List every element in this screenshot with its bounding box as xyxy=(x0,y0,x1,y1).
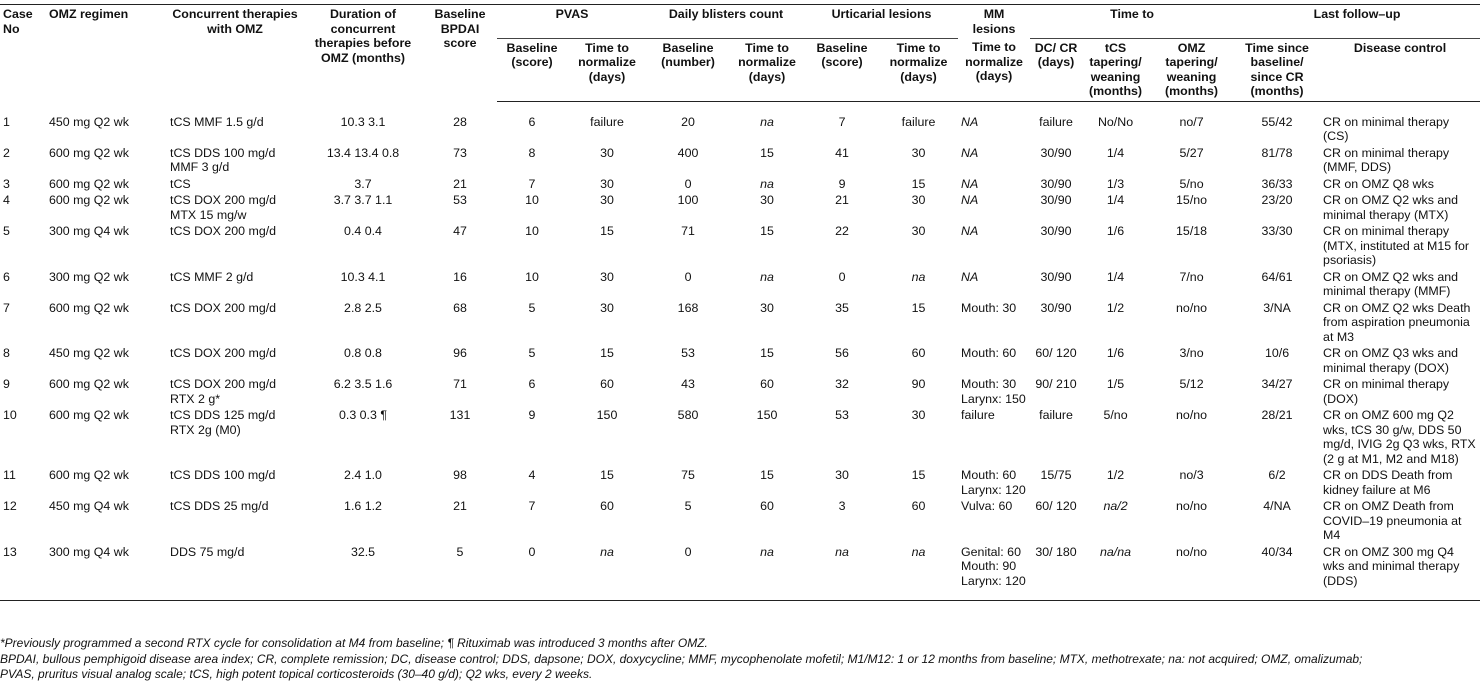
cell-time-since-baseline: 10/6 xyxy=(1264,346,1290,360)
cell-pvas-baseline: 8 xyxy=(528,145,536,160)
cell-dc-cr: 30/90 xyxy=(1040,300,1072,315)
cell-urticarial-baseline: 35 xyxy=(835,300,849,315)
cell-omz-tapering: no/7 xyxy=(1179,114,1204,129)
cell-mm-lesions: NA xyxy=(961,176,979,191)
cell-disease-control: CR on OMZ Q8 wks xyxy=(1323,176,1434,191)
cell-blisters-baseline: 71 xyxy=(681,224,695,238)
cell-disease-control: CR on DDS Death from kidney failure at M6 xyxy=(1323,468,1453,497)
cell-time-since-baseline: 6/2 xyxy=(1268,468,1286,482)
table-row xyxy=(0,269,1480,300)
cell-duration: 13.4 13.4 0.8 xyxy=(326,145,400,160)
cell-tcs-tapering: 1/5 xyxy=(1106,377,1125,391)
cell-pvas-normalize: 30 xyxy=(600,145,614,160)
cell-blisters-normalize: na xyxy=(760,269,774,284)
cell-concurrent-therapies: tCS DOX 200 mg/d MTX 15 mg/w xyxy=(170,193,277,222)
case-series-table xyxy=(0,4,1480,601)
cell-blisters-normalize: 150 xyxy=(756,408,778,422)
cell-concurrent-therapies: tCS DDS 25 mg/d xyxy=(170,499,269,513)
cell-pvas-normalize: 30 xyxy=(600,300,614,315)
cell-time-since-baseline: 64/61 xyxy=(1261,269,1293,284)
table-row xyxy=(0,114,1480,145)
cell-blisters-normalize: na xyxy=(729,544,805,601)
cell-omz-tapering: 5/27 xyxy=(1179,145,1204,160)
group-last-follow-up: Last follow–up xyxy=(1234,5,1480,39)
cell-pvas-normalize: 30 xyxy=(600,193,614,207)
cell-tcs-tapering: 1/4 xyxy=(1106,193,1125,207)
table-footnotes xyxy=(0,636,1460,683)
cell-concurrent-therapies: tCS MMF 2 g/d xyxy=(170,269,254,284)
footnote-abbreviations-continued: PVAS, pruritus visual analog scale; tCS, high potent topical corticosteroids (30–40 g/d); Q2 wks, every 2 weeks. xyxy=(0,667,593,681)
cell-case-no: 2 xyxy=(3,145,10,160)
cell-mm-lesions: NA xyxy=(961,224,979,238)
table-row xyxy=(0,223,1480,269)
cell-omz-tapering: no/no xyxy=(1176,499,1208,513)
cell-pvas-normalize: 30 xyxy=(600,269,614,284)
cell-tcs-tapering: 1/3 xyxy=(1106,176,1125,191)
cell-disease-control: CR on OMZ Q3 wks and minimal therapy (DOX) xyxy=(1323,346,1459,375)
cell-tcs-tapering: 1/2 xyxy=(1106,468,1125,482)
cell-concurrent-therapies: tCS MMF 1.5 g/d xyxy=(170,114,264,129)
col-urticarial-normalize: Time to normalize (days) xyxy=(879,38,958,101)
cell-time-since-baseline: 55/42 xyxy=(1261,114,1293,129)
cell-concurrent-therapies: tCS DDS 125 mg/d RTX 2g (M0) xyxy=(170,408,276,437)
col-disease-control: Disease control xyxy=(1320,38,1480,101)
cell-blisters-baseline: 100 xyxy=(677,193,699,207)
table-body xyxy=(0,101,1480,601)
cell-concurrent-therapies: tCS xyxy=(170,176,191,191)
cell-blisters-normalize: na xyxy=(760,176,774,191)
cell-pvas-baseline: 7 xyxy=(528,176,536,191)
cell-blisters-normalize: 15 xyxy=(760,468,774,482)
table-row xyxy=(0,176,1480,193)
group-time-to: Time to xyxy=(1030,5,1234,39)
cell-pvas-baseline: 10 xyxy=(525,269,539,284)
cell-concurrent-therapies: tCS DDS 100 mg/d MMF 3 g/d xyxy=(170,145,276,174)
table-header xyxy=(0,5,1480,102)
cell-pvas-normalize: 150 xyxy=(596,408,618,422)
cell-urticarial-normalize: 60 xyxy=(911,346,926,360)
cell-omz-regimen: 600 mg Q2 wk xyxy=(49,468,129,482)
table-row xyxy=(0,145,1480,176)
cell-mm-lesions: NA xyxy=(961,114,979,129)
cell-dc-cr: failure xyxy=(1039,114,1073,129)
table-row xyxy=(0,345,1480,376)
cell-case-no: 9 xyxy=(3,377,10,391)
cell-omz-regimen: 600 mg Q2 wk xyxy=(49,176,129,191)
cell-blisters-normalize: 15 xyxy=(760,346,774,360)
cell-duration: 10.3 3.1 xyxy=(340,114,386,129)
cell-duration: 32.5 xyxy=(303,544,423,601)
cell-concurrent-therapies: DDS 75 mg/d xyxy=(167,544,303,601)
cell-urticarial-baseline: 56 xyxy=(835,346,849,360)
cell-pvas-baseline: 4 xyxy=(528,468,536,482)
cell-time-since-baseline: 34/27 xyxy=(1261,377,1293,391)
cell-pvas-baseline: 6 xyxy=(528,114,536,129)
col-mm-normalize: Time to normalize (days) xyxy=(958,38,1030,101)
cell-omz-regimen: 600 mg Q2 wk xyxy=(49,377,129,391)
cell-time-since-baseline: 28/21 xyxy=(1261,408,1293,422)
cell-time-since-baseline: 33/30 xyxy=(1261,224,1293,238)
cell-blisters-baseline: 20 xyxy=(681,114,695,129)
cell-pvas-normalize: 15 xyxy=(600,346,614,360)
col-blisters-baseline: Baseline (number) xyxy=(647,38,729,101)
cell-blisters-normalize: 15 xyxy=(760,224,774,238)
cell-mm-lesions: Mouth: 60 xyxy=(961,346,1017,360)
cell-disease-control: CR on OMZ 300 mg Q4 wks and minimal therapy (DDS) xyxy=(1320,544,1480,601)
cell-blisters-baseline: 5 xyxy=(684,499,692,513)
cell-blisters-baseline: 580 xyxy=(677,408,699,422)
cell-urticarial-baseline: 3 xyxy=(838,499,846,513)
cell-blisters-baseline: 0 xyxy=(647,544,729,601)
cell-dc-cr: 60/ 120 xyxy=(1035,499,1077,513)
cell-urticarial-normalize: 15 xyxy=(911,176,926,191)
cell-tcs-tapering: na/2 xyxy=(1103,499,1128,513)
cell-blisters-baseline: 43 xyxy=(681,377,695,391)
col-omz-tapering: OMZ tapering/ weaning (months) xyxy=(1149,38,1234,101)
cell-omz-tapering: 15/18 xyxy=(1176,224,1208,238)
cell-baseline-bpdai: 131 xyxy=(449,408,471,422)
cell-duration: 0.3 0.3 ¶ xyxy=(339,408,387,422)
cell-omz-regimen: 300 mg Q4 wk xyxy=(46,544,167,601)
cell-omz-regimen: 600 mg Q2 wk xyxy=(49,300,129,315)
cell-omz-tapering: 7/no xyxy=(1179,269,1204,284)
cell-dc-cr: 30/90 xyxy=(1040,193,1072,207)
cell-urticarial-baseline: 7 xyxy=(838,114,846,129)
table-row xyxy=(0,407,1480,467)
cell-time-since-baseline: 23/20 xyxy=(1261,193,1293,207)
table-row xyxy=(0,498,1480,544)
cell-disease-control: CR on OMZ Death from COVID–19 pneumonia at M4 xyxy=(1323,499,1462,542)
cell-omz-regimen: 450 mg Q4 wk xyxy=(49,499,129,513)
cell-urticarial-baseline: 22 xyxy=(835,224,849,238)
table-row xyxy=(0,544,1480,601)
cell-pvas-normalize: 60 xyxy=(600,377,614,391)
cell-pvas-normalize: 30 xyxy=(600,176,614,191)
cell-duration: 3.7 3.7 1.1 xyxy=(333,193,393,207)
cell-tcs-tapering: 1/4 xyxy=(1106,269,1125,284)
cell-urticarial-baseline: 30 xyxy=(835,468,849,482)
cell-urticarial-normalize: 15 xyxy=(911,468,926,482)
cell-omz-regimen: 600 mg Q2 wk xyxy=(49,193,129,207)
cell-pvas-normalize: failure xyxy=(590,114,624,129)
cell-time-since-baseline: 81/78 xyxy=(1261,145,1293,160)
cell-dc-cr: 30/90 xyxy=(1040,269,1072,284)
cell-blisters-baseline: 400 xyxy=(677,145,699,160)
cell-duration: 2.8 2.5 xyxy=(344,300,382,315)
cell-urticarial-normalize: 30 xyxy=(911,145,926,160)
cell-concurrent-therapies: tCS DOX 200 mg/d xyxy=(170,224,277,238)
group-pvas: PVAS xyxy=(497,5,647,39)
col-duration: Duration of concurrent therapies before OMZ (months) xyxy=(314,7,412,65)
cell-baseline-bpdai: 47 xyxy=(453,224,467,238)
cell-blisters-normalize: 30 xyxy=(760,300,774,315)
cell-omz-regimen: 450 mg Q2 wk xyxy=(49,346,129,360)
cell-mm-lesions: NA xyxy=(961,193,979,207)
cell-urticarial-normalize: na xyxy=(879,544,958,601)
cell-duration: 2.4 1.0 xyxy=(344,468,382,482)
cell-case-no: 5 xyxy=(3,224,10,238)
cell-mm-lesions: Mouth: 30 xyxy=(961,300,1017,315)
cell-concurrent-therapies: tCS DOX 200 mg/d xyxy=(170,346,277,360)
cell-baseline-bpdai: 96 xyxy=(453,346,467,360)
cell-duration: 1.6 1.2 xyxy=(344,499,382,513)
cell-case-no: 6 xyxy=(3,269,10,284)
cell-baseline-bpdai: 5 xyxy=(423,544,497,601)
cell-tcs-tapering: na/na xyxy=(1082,544,1149,601)
cell-omz-tapering: no/no xyxy=(1176,408,1208,422)
cell-mm-lesions: Mouth: 30 Larynx: 150 xyxy=(961,377,1026,406)
cell-pvas-baseline: 7 xyxy=(528,499,536,513)
col-case-no: Case No xyxy=(3,7,33,36)
cell-time-since-baseline: 4/NA xyxy=(1263,499,1291,513)
cell-concurrent-therapies: tCS DDS 100 mg/d xyxy=(170,468,276,482)
cell-baseline-bpdai: 68 xyxy=(453,300,467,315)
cell-case-no: 4 xyxy=(3,193,10,207)
cell-time-since-baseline: 40/34 xyxy=(1234,544,1320,601)
cell-dc-cr: failure xyxy=(1039,408,1073,422)
cell-pvas-baseline: 6 xyxy=(528,377,536,391)
cell-baseline-bpdai: 71 xyxy=(453,377,467,391)
cell-urticarial-baseline: 9 xyxy=(838,176,846,191)
cell-blisters-baseline: 75 xyxy=(681,468,695,482)
cell-urticarial-normalize: 60 xyxy=(911,499,926,513)
cell-disease-control: CR on minimal therapy (DOX) xyxy=(1323,377,1450,406)
table-row xyxy=(0,192,1480,223)
col-time-since-baseline: Time since baseline/ since CR (months) xyxy=(1234,38,1320,101)
cell-urticarial-baseline: 41 xyxy=(835,145,849,160)
cell-omz-tapering: 3/no xyxy=(1179,346,1204,360)
col-urticarial-baseline: Baseline (score) xyxy=(805,38,879,101)
cell-dc-cr: 30/90 xyxy=(1040,176,1072,191)
cell-baseline-bpdai: 28 xyxy=(453,114,467,129)
cell-disease-control: CR on OMZ Q2 wks Death from aspiration pneumonia at M3 xyxy=(1323,300,1471,344)
cell-pvas-normalize: 15 xyxy=(600,468,614,482)
cell-blisters-normalize: 15 xyxy=(760,145,774,160)
cell-urticarial-normalize: failure xyxy=(901,114,936,129)
col-tcs-tapering: tCS tapering/ weaning (months) xyxy=(1082,38,1149,101)
footnote-abbreviations: BPDAI, bullous pemphigoid disease area index; CR, complete remission; DC, disease control; DDS, dapsone; DOX, doxycycline; MMF, mycophenolate mofetil; M1/M12: 1 or 12 months from baseline; MTX, methotrexate; na: not acquired; OMZ, omalizumab; xyxy=(0,651,1363,666)
cell-pvas-normalize: 60 xyxy=(600,499,614,513)
cell-pvas-normalize: na xyxy=(567,544,647,601)
cell-omz-regimen: 600 mg Q2 wk xyxy=(49,408,129,422)
cell-pvas-baseline: 10 xyxy=(525,224,539,238)
cell-pvas-baseline: 0 xyxy=(497,544,567,601)
cell-mm-lesions: failure xyxy=(961,408,995,422)
cell-case-no: 7 xyxy=(3,300,10,315)
cell-case-no: 3 xyxy=(3,176,10,191)
col-omz-regimen: OMZ regimen xyxy=(49,7,129,21)
cell-disease-control: CR on OMZ Q2 wks and minimal therapy (MMF) xyxy=(1323,269,1459,298)
cell-case-no: 1 xyxy=(3,114,10,129)
cell-mm-lesions: NA xyxy=(961,145,979,160)
cell-tcs-tapering: 5/no xyxy=(1103,408,1128,422)
cell-duration: 10.3 4.1 xyxy=(340,269,386,284)
cell-baseline-bpdai: 98 xyxy=(453,468,467,482)
cell-tcs-tapering: 1/2 xyxy=(1106,300,1125,315)
cell-time-since-baseline: 3/NA xyxy=(1263,300,1291,315)
table-row xyxy=(0,300,1480,346)
cell-duration: 0.4 0.4 xyxy=(344,224,382,238)
cell-tcs-tapering: 1/6 xyxy=(1106,224,1125,238)
cell-baseline-bpdai: 16 xyxy=(453,269,467,284)
cell-dc-cr: 30/ 180 xyxy=(1030,544,1082,601)
cell-dc-cr: 15/75 xyxy=(1040,468,1072,482)
cell-time-since-baseline: 36/33 xyxy=(1261,176,1293,191)
cell-omz-regimen: 300 mg Q2 wk xyxy=(49,269,129,284)
cell-blisters-baseline: 53 xyxy=(681,346,695,360)
cell-dc-cr: 60/ 120 xyxy=(1035,346,1077,360)
cell-urticarial-normalize: 15 xyxy=(911,300,926,315)
group-urticarial-lesions: Urticarial lesions xyxy=(805,5,958,39)
cell-omz-tapering: no/3 xyxy=(1179,468,1204,482)
col-dc-cr: DC/ CR (days) xyxy=(1030,38,1082,101)
cell-omz-tapering: 15/no xyxy=(1176,193,1208,207)
cell-case-no: 11 xyxy=(3,468,16,482)
cell-pvas-baseline: 5 xyxy=(528,300,536,315)
cell-omz-tapering: no/no xyxy=(1176,300,1208,315)
cell-urticarial-normalize: na xyxy=(911,269,926,284)
col-concurrent-therapies: Concurrent therapies with OMZ xyxy=(172,7,298,36)
cell-omz-tapering: 5/no xyxy=(1179,176,1204,191)
cell-concurrent-therapies: tCS DOX 200 mg/d RTX 2 g* xyxy=(170,377,277,406)
cell-pvas-baseline: 9 xyxy=(528,408,536,422)
cell-duration: 0.8 0.8 xyxy=(344,346,382,360)
cell-urticarial-normalize: 30 xyxy=(911,224,926,238)
cell-urticarial-baseline: 21 xyxy=(835,193,849,207)
cell-omz-regimen: 450 mg Q2 wk xyxy=(49,114,129,129)
cell-baseline-bpdai: 21 xyxy=(453,499,467,513)
cell-tcs-tapering: 1/6 xyxy=(1106,346,1125,360)
cell-urticarial-normalize: 90 xyxy=(911,377,926,391)
cell-dc-cr: 90/ 210 xyxy=(1035,377,1077,391)
cell-mm-lesions: Genital: 60 Mouth: 90 Larynx: 120 xyxy=(958,544,1030,601)
cell-urticarial-baseline: na xyxy=(805,544,879,601)
cell-baseline-bpdai: 53 xyxy=(453,193,467,207)
col-pvas-baseline: Baseline (score) xyxy=(497,38,567,101)
cell-mm-lesions: Mouth: 60 Larynx: 120 xyxy=(961,468,1026,497)
cell-case-no: 8 xyxy=(3,346,10,360)
cell-urticarial-normalize: 30 xyxy=(911,408,926,422)
group-mm-lesions: MM lesions xyxy=(972,7,1016,36)
table-row xyxy=(0,467,1480,498)
cell-disease-control: CR on minimal therapy (MMF, DDS) xyxy=(1323,145,1450,174)
col-blisters-normalize: Time to normalize (days) xyxy=(729,38,805,101)
cell-pvas-normalize: 15 xyxy=(600,224,614,238)
cell-blisters-normalize: 30 xyxy=(760,193,774,207)
table-row xyxy=(0,376,1480,407)
cell-omz-regimen: 300 mg Q4 wk xyxy=(49,224,129,238)
cell-pvas-baseline: 10 xyxy=(525,193,539,207)
cell-disease-control: CR on OMZ Q2 wks and minimal therapy (MTX) xyxy=(1323,193,1459,222)
cell-tcs-tapering: No/No xyxy=(1097,114,1134,129)
cell-case-no: 12 xyxy=(3,499,17,513)
cell-blisters-normalize: na xyxy=(760,114,774,129)
cell-urticarial-baseline: 0 xyxy=(838,269,846,284)
cell-urticarial-normalize: 30 xyxy=(911,193,926,207)
cell-omz-tapering: no/no xyxy=(1149,544,1234,601)
cell-disease-control: CR on OMZ 600 mg Q2 wks, tCS 30 g/w, DDS 50 mg/d, IVIG 2g Q3 wks, RTX (2 g at M1, M2 and M18) xyxy=(1323,408,1476,466)
cell-dc-cr: 30/90 xyxy=(1040,224,1072,238)
cell-mm-lesions: Vulva: 60 xyxy=(961,499,1013,513)
footnote-symbols: *Previously programmed a second RTX cycle for consolidation at M4 from baseline; ¶ Rituximab was introduced 3 months after OMZ. xyxy=(0,636,708,650)
cell-pvas-baseline: 5 xyxy=(528,346,536,360)
cell-omz-regimen: 600 mg Q2 wk xyxy=(49,145,129,160)
cell-disease-control: CR on minimal therapy (CS) xyxy=(1323,114,1450,143)
cell-concurrent-therapies: tCS DOX 200 mg/d xyxy=(170,300,277,315)
group-daily-blisters: Daily blisters count xyxy=(647,5,805,39)
cell-omz-tapering: 5/12 xyxy=(1179,377,1204,391)
cell-case-no: 10 xyxy=(3,408,17,422)
col-pvas-normalize: Time to normalize (days) xyxy=(567,38,647,101)
cell-baseline-bpdai: 21 xyxy=(453,176,467,191)
cell-urticarial-baseline: 53 xyxy=(835,408,849,422)
cell-dc-cr: 30/90 xyxy=(1040,145,1072,160)
cell-duration: 3.7 xyxy=(354,176,372,191)
cell-blisters-normalize: 60 xyxy=(760,499,774,513)
cell-blisters-normalize: 60 xyxy=(760,377,774,391)
cell-mm-lesions: NA xyxy=(961,269,979,284)
cell-baseline-bpdai: 73 xyxy=(453,145,467,160)
col-baseline-bpdai: Baseline BPDAI score xyxy=(434,7,486,50)
cell-blisters-baseline: 0 xyxy=(684,269,692,284)
cell-tcs-tapering: 1/4 xyxy=(1106,145,1125,160)
cell-blisters-baseline: 0 xyxy=(684,176,692,191)
cell-case-no: 13 xyxy=(0,544,46,601)
cell-urticarial-baseline: 32 xyxy=(835,377,849,391)
cell-blisters-baseline: 168 xyxy=(677,300,699,315)
cell-duration: 6.2 3.5 1.6 xyxy=(333,377,393,391)
cell-disease-control: CR on minimal therapy (MTX, instituted at M15 for psoriasis) xyxy=(1323,224,1470,267)
